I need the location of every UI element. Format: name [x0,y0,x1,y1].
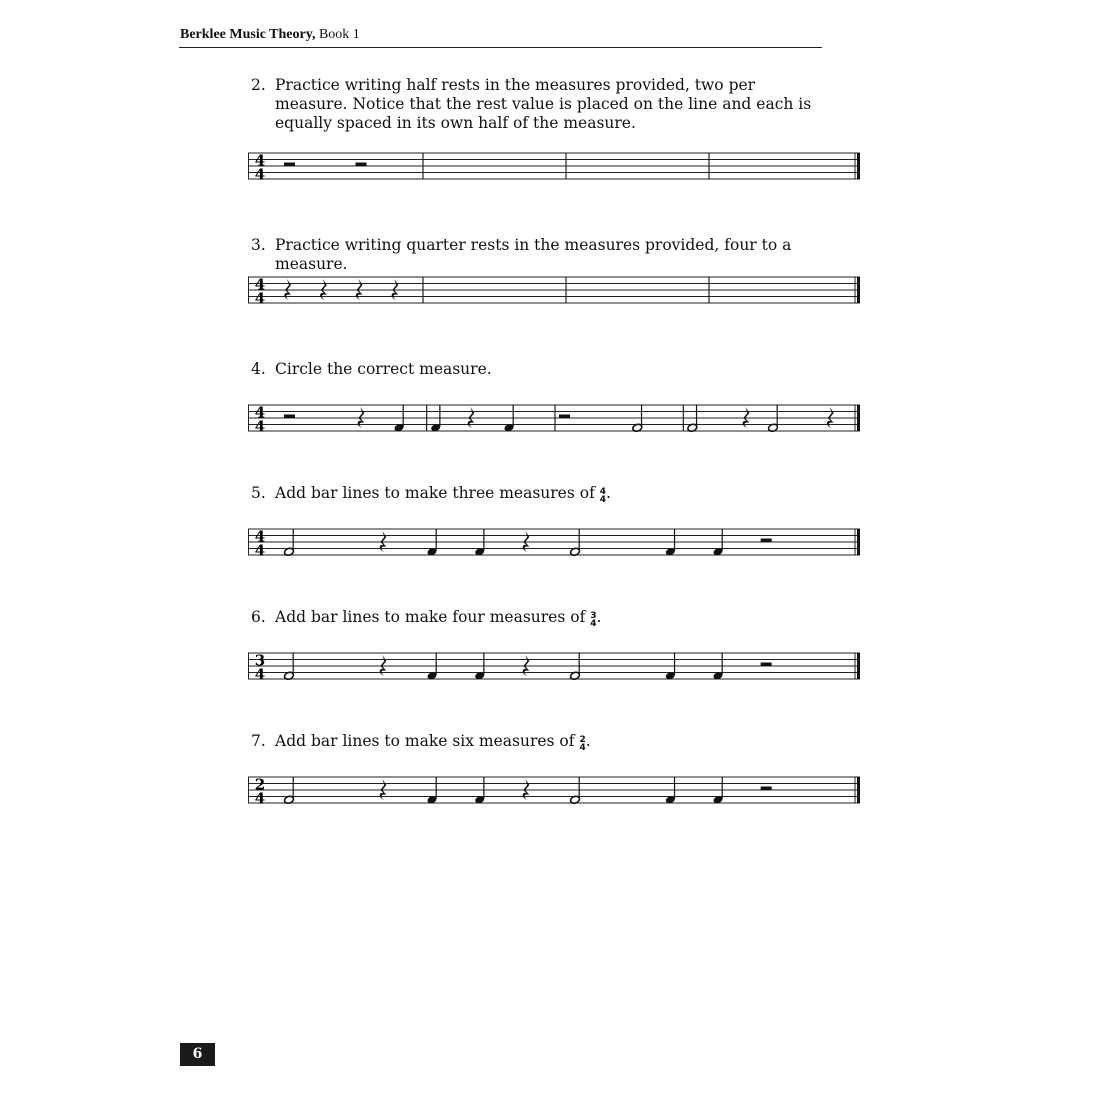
ts-bottom: 4 [590,619,597,629]
time-signature-top: 4 [254,275,266,294]
time-signature-bottom: 4 [254,665,266,684]
quarter-note [427,529,438,557]
exercise-5-staff [248,521,868,565]
half-note [687,405,698,433]
quarter-note [474,653,485,681]
quarter-note [665,777,676,805]
exercise-text-line: Add bar lines to make four measures of 3 4 . [275,608,602,629]
page-number: 6 [180,1043,215,1066]
time-signature-top: 3 [254,651,266,670]
half-note [570,653,581,681]
quarter-note [427,653,438,681]
half-rest [761,663,772,667]
exercise-text-line: Add bar lines to make three measures of 4 4 . [275,484,611,505]
ts-bottom: 4 [599,495,607,505]
half-note [570,529,581,557]
exercise-5-instructions [251,484,826,504]
quarter-note [713,653,724,681]
exercise-number: 3. [251,236,266,254]
exercise-text: Practice writing half rests in the measures provided, two per measure. Notice that the rest value is placed on the line and each is equally spaced in its own half of the measure. [275,76,812,132]
exercise-text: Add bar lines to make four measures of [275,608,586,626]
quarter-note [474,529,485,557]
quarter-note [713,529,724,557]
half-rest [284,415,295,419]
exercise-2-instructions [251,76,826,133]
exercise-text: Add bar lines to make three measures of [275,484,595,502]
quarter-note [430,405,441,433]
exercise-text: Add bar lines to make six measures of [275,732,575,750]
quarter-note [713,777,724,805]
time-signature-top: 4 [254,527,266,546]
quarter-note [394,405,405,433]
exercise-6-instructions [251,608,826,628]
half-rest [356,163,367,167]
header-rule [179,47,822,48]
half-rest [761,787,772,791]
time-signature-bottom: 4 [254,165,266,184]
time-signature-bottom: 4 [254,541,266,560]
time-signature-bottom: 4 [254,417,266,436]
exercise-number: 7. [251,732,266,750]
inline-time-signature [600,488,606,504]
half-rest [559,415,570,419]
exercise-3-staff [248,269,868,313]
exercise-4-staff [248,397,868,441]
book-title: Berklee Music Theory, [180,27,316,42]
half-note [284,653,295,681]
exercise-text: Practice writing quarter rests in the measures provided, four to a measure. [275,236,792,273]
time-signature-top: 2 [254,775,266,794]
ts-top: 4 [599,487,607,497]
exercise-number: 5. [251,484,266,502]
half-rest [284,163,295,167]
half-note [284,777,295,805]
ts-top: 2 [579,735,586,745]
exercise-number: 2. [251,76,266,94]
inline-time-signature [590,612,596,628]
quarter-note [665,653,676,681]
time-signature-top: 4 [254,403,266,422]
book-volume: Book 1 [318,27,360,42]
exercise-7-instructions [251,732,826,752]
exercise-text-line: Add bar lines to make six measures of 2 4 . [275,732,591,753]
exercise-2-staff [248,145,868,189]
ts-top: 3 [590,611,597,621]
half-note [632,405,643,433]
exercise-text: Circle the correct measure. [275,360,492,378]
exercise-7-staff [248,769,868,813]
half-note [768,405,779,433]
exercise-6-staff [248,645,868,689]
ts-bottom: 4 [579,743,586,753]
quarter-note [427,777,438,805]
half-note [570,777,581,805]
time-signature-top: 4 [254,151,266,170]
time-signature-bottom: 4 [254,289,266,308]
time-signature-bottom: 4 [254,789,266,808]
running-head [180,27,360,43]
exercise-4-instructions [251,360,826,379]
half-rest [761,539,772,543]
half-note [284,529,295,557]
exercise-number: 6. [251,608,266,626]
quarter-note [474,777,485,805]
quarter-note [504,405,515,433]
inline-time-signature [579,736,585,752]
exercise-number: 4. [251,360,266,378]
quarter-note [665,529,676,557]
